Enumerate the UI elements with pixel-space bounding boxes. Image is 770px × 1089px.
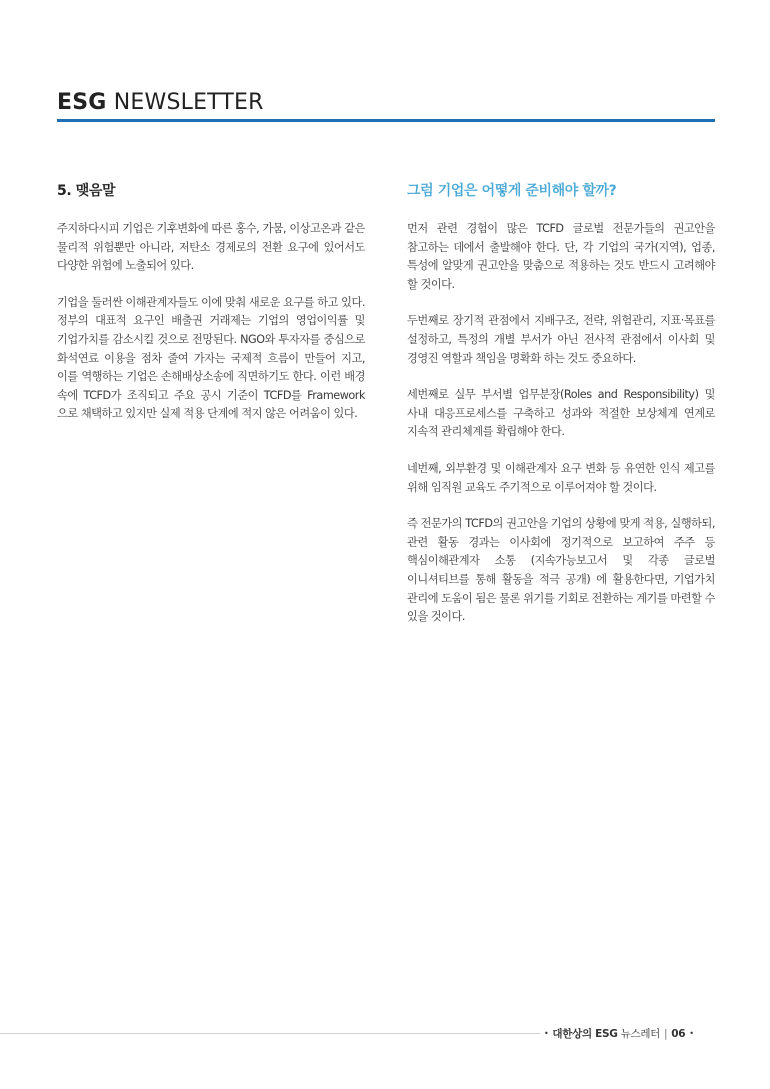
page-number: 06 bbox=[671, 1028, 686, 1040]
right-paragraph-4: 네번째, 외부환경 및 이해관계자 요구 변화 등 유연한 인식 제고를 위해 임직원 교육도 주기적으로 이루어져야 할 것이다. bbox=[407, 461, 715, 494]
newsletter-title bbox=[57, 88, 714, 118]
footer-publisher: 대한상의 ESG bbox=[552, 1028, 618, 1040]
right-paragraph-3: 세번째로 실무 부서별 업무분장(Roles and Responsibility) 및 사내 대응프로세스를 구축하고 성과와 적절한 보상체계 연계로 지속적 관리체계를 확립해야 한다. bbox=[407, 388, 715, 439]
left-column bbox=[57, 181, 365, 442]
right-column bbox=[407, 181, 715, 645]
footer-label: 뉴스레터 bbox=[620, 1028, 661, 1040]
page-footer bbox=[540, 1026, 698, 1042]
title-rest: NEWSLETTER bbox=[113, 90, 264, 115]
section-heading: 5. 맺음말 bbox=[57, 183, 116, 199]
footer-divider bbox=[0, 1033, 540, 1034]
right-paragraph-1: 먼저 관련 경험이 많은 TCFD 글로벌 전문가들의 권고안을 참고하는 데에서 출발해야 한다. 단, 각 기업의 국가(지역), 업종, 특성에 알맞게 권고안을 맞춤으로 적용하는 것도 반드시 고려해야 할 것이다. bbox=[407, 222, 715, 291]
footer-separator: | bbox=[664, 1028, 668, 1040]
header-divider bbox=[57, 119, 715, 122]
title-bold: ESG bbox=[57, 90, 107, 115]
footer-bullet-right: • bbox=[689, 1029, 694, 1038]
footer-bullet-left: • bbox=[544, 1029, 549, 1038]
right-paragraph-2: 두번째로 장기적 관점에서 지배구조, 전략, 위험관리, 지표·목표를 설정하고, 특정의 개별 부서가 아닌 전사적 관점에서 이사회 및 경영진 역할과 책임을 명확화 하는 것도 중요하다. bbox=[407, 314, 715, 365]
right-paragraph-5: 즉 전문가의 TCFD의 권고안을 기업의 상황에 맞게 적용, 실행하되, 관련 활동 경과는 이사회에 정기적으로 보고하여 주주 등 핵심이해관계자 소통 (지속가능보고서 및 각종 글로벌 이니셔티브를 통해 활동을 적극 공개) 에 활용한다면, 기업가치 관리에 도움이 됨은 물론 위기를 기회로 전환하는 계기를 마련할 수 있을 것이다. bbox=[407, 517, 715, 624]
question-heading: 그럼 기업은 어떻게 준비해야 할까? bbox=[407, 183, 617, 199]
left-paragraph-1: 주지하다시피 기업은 기후변화에 따른 홍수, 가뭄, 이상고온과 같은 물리적 위험뿐만 아니라, 저탄소 경제로의 전환 요구에 있어서도 다양한 위험에 노출되어 있다. bbox=[57, 222, 365, 273]
left-paragraph-2: 기업을 둘러싼 이해관계자들도 이에 맞춰 새로운 요구를 하고 있다. 정부의 대표적 요구인 배출권 거래제는 기업의 영업이익률 및 기업가치를 감소시킬 것으로 전망된다. NGO와 투자자를 중심으로 화석연료 이용을 점차 줄여 가자는 국제적 흐름이 만들어 지고, 이를 역행하는 기업은 손해배상소송에 직면하기도 한다. 이런 배경 속에 TCFD가 조직되고 주요 공시 기준이 TCFD를 Framework 으로 채택하고 있지만 실제 적용 단계에 적지 않은 어려움이 있다. bbox=[57, 295, 365, 421]
